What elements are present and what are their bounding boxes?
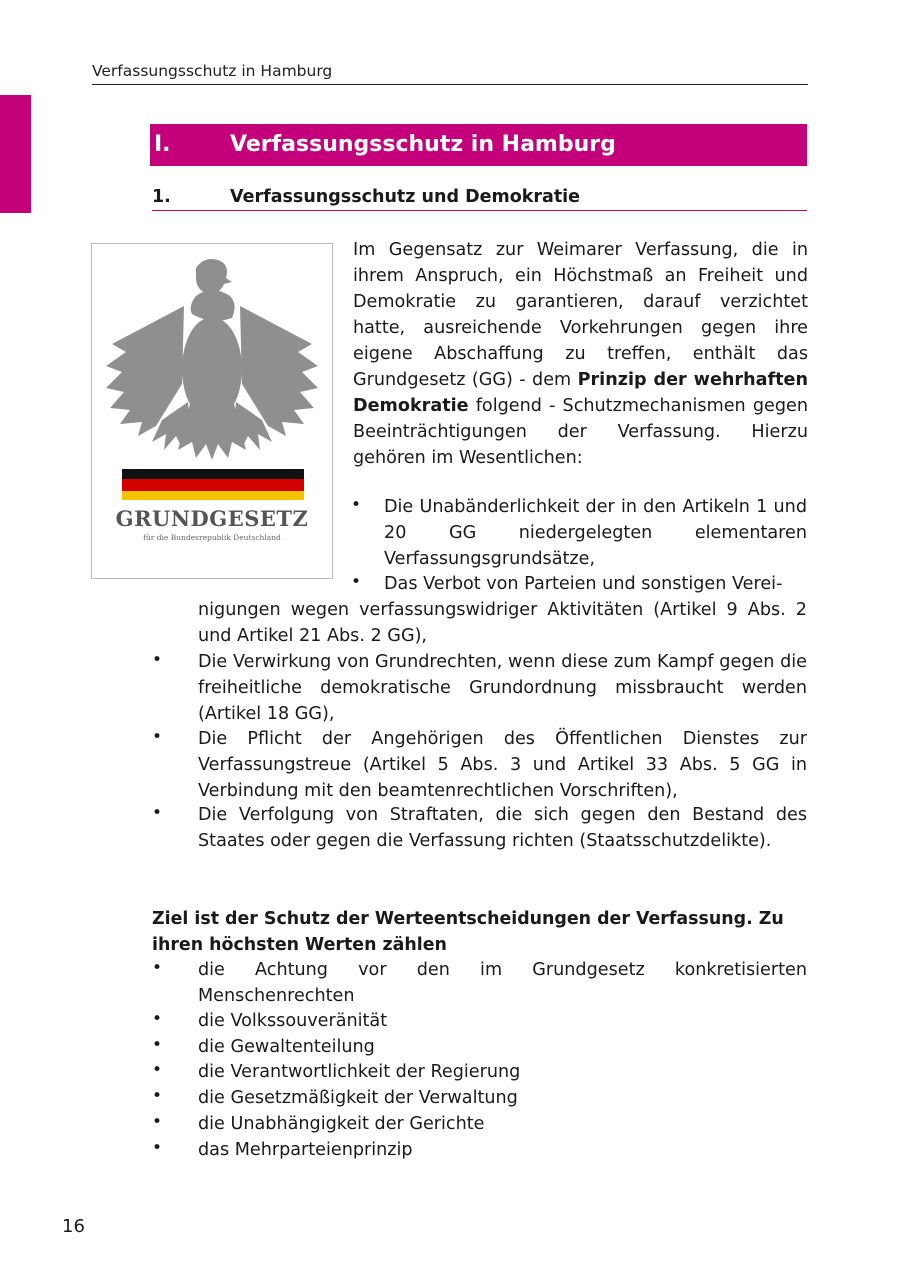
- bullet-marker: •: [152, 958, 163, 978]
- bullet-marker: •: [351, 572, 362, 592]
- chapter-heading: [150, 124, 807, 166]
- value-text: die Gewaltenteilung: [198, 1037, 375, 1057]
- bullet-marker: •: [152, 650, 163, 670]
- intro-text-2: folgend - Schutzmechanismen gegen Beeinträchtigungen der Verfassung. Hierzu gehören im Wesentlichen:: [353, 396, 808, 468]
- bullet-marker: •: [152, 803, 163, 823]
- measure-text-line1: Das Verbot von Parteien und sonstigen Verei-: [384, 574, 783, 594]
- bullet-marker: •: [152, 1112, 163, 1132]
- value-text: die Achtung vor den im Grundgesetz konkretisierten Menschenrechten: [198, 960, 807, 1006]
- chapter-title: Verfassungsschutz in Hamburg: [230, 132, 616, 157]
- chapter-number: I.: [154, 132, 171, 157]
- intro-text-1: Im Gegensatz zur Weimarer Verfassung, die in ihrem Anspruch, ein Höchstmaß an Freiheit und Demokratie zu garantieren, darauf verzichtet hatte, ausreichende Vorkehrungen gegen ihre eigene Abschaffung zu treffen, enthält das Grundgesetz (GG) - dem: [353, 240, 808, 390]
- page-number: 16: [62, 1216, 85, 1237]
- value-text: das Mehrparteienprinzip: [198, 1140, 413, 1160]
- chapter-side-tab: [0, 95, 31, 213]
- intro-paragraph: [353, 237, 808, 471]
- bullet-marker: •: [152, 1086, 163, 1106]
- section-rule: [152, 210, 807, 211]
- header-rule: [92, 84, 808, 85]
- measure-text-rest: nigungen wegen verfassungswidriger Aktivitäten (Artikel 9 Abs. 2 und Artikel 21 Abs. 2 GG),: [198, 600, 807, 646]
- intro-bold-text: Prinzip der wehrhaften Demokratie: [353, 370, 808, 416]
- measure-text: Die Unabänderlichkeit der in den Artikeln 1 und 20 GG niedergelegten elementaren Verfassungsgrundsätze,: [384, 497, 807, 569]
- section-number: 1.: [152, 187, 171, 207]
- measure-text: Die Pflicht der Angehörigen des Öffentlichen Dienstes zur Verfassungstreue (Artikel 5 Abs. 3 und Artikel 33 Abs. 5 GG in Verbindung mit den beamtenrechtlichen Vorschriften),: [198, 729, 807, 801]
- value-text: die Volkssouveränität: [198, 1011, 388, 1031]
- bullet-marker: •: [152, 1009, 163, 1029]
- measure-text: Die Verwirkung von Grundrechten, wenn diese zum Kampf gegen die freiheitliche demokratische Grundordnung missbraucht werden (Artikel 18 GG),: [198, 652, 807, 724]
- emblem-subcaption: für die Bundesrepublik Deutschland: [143, 533, 281, 542]
- running-header: Verfassungsschutz in Hamburg: [92, 62, 333, 80]
- grundgesetz-cover-image: [91, 243, 333, 579]
- measure-text: Die Verfolgung von Straftaten, die sich gegen den Bestand des Staates oder gegen die Verfassung richten (Staatsschutzdelikte).: [198, 805, 807, 851]
- value-text: die Verantwortlichkeit der Regierung: [198, 1062, 521, 1082]
- goal-heading: Ziel ist der Schutz der Werteentscheidungen der Verfassung. Zu ihren höchsten Werten zählen: [152, 909, 784, 955]
- bullet-marker: •: [152, 1035, 163, 1055]
- bullet-marker: •: [152, 1138, 163, 1158]
- section-title: Verfassungsschutz und Demokratie: [230, 187, 581, 207]
- bullet-marker: •: [152, 1060, 163, 1080]
- emblem-caption: GRUNDGESETZ: [115, 506, 309, 531]
- value-text: die Unabhängigkeit der Gerichte: [198, 1114, 485, 1134]
- value-text: die Gesetzmäßigkeit der Verwaltung: [198, 1088, 518, 1108]
- bullet-marker: •: [351, 495, 362, 515]
- bullet-marker: •: [152, 727, 163, 747]
